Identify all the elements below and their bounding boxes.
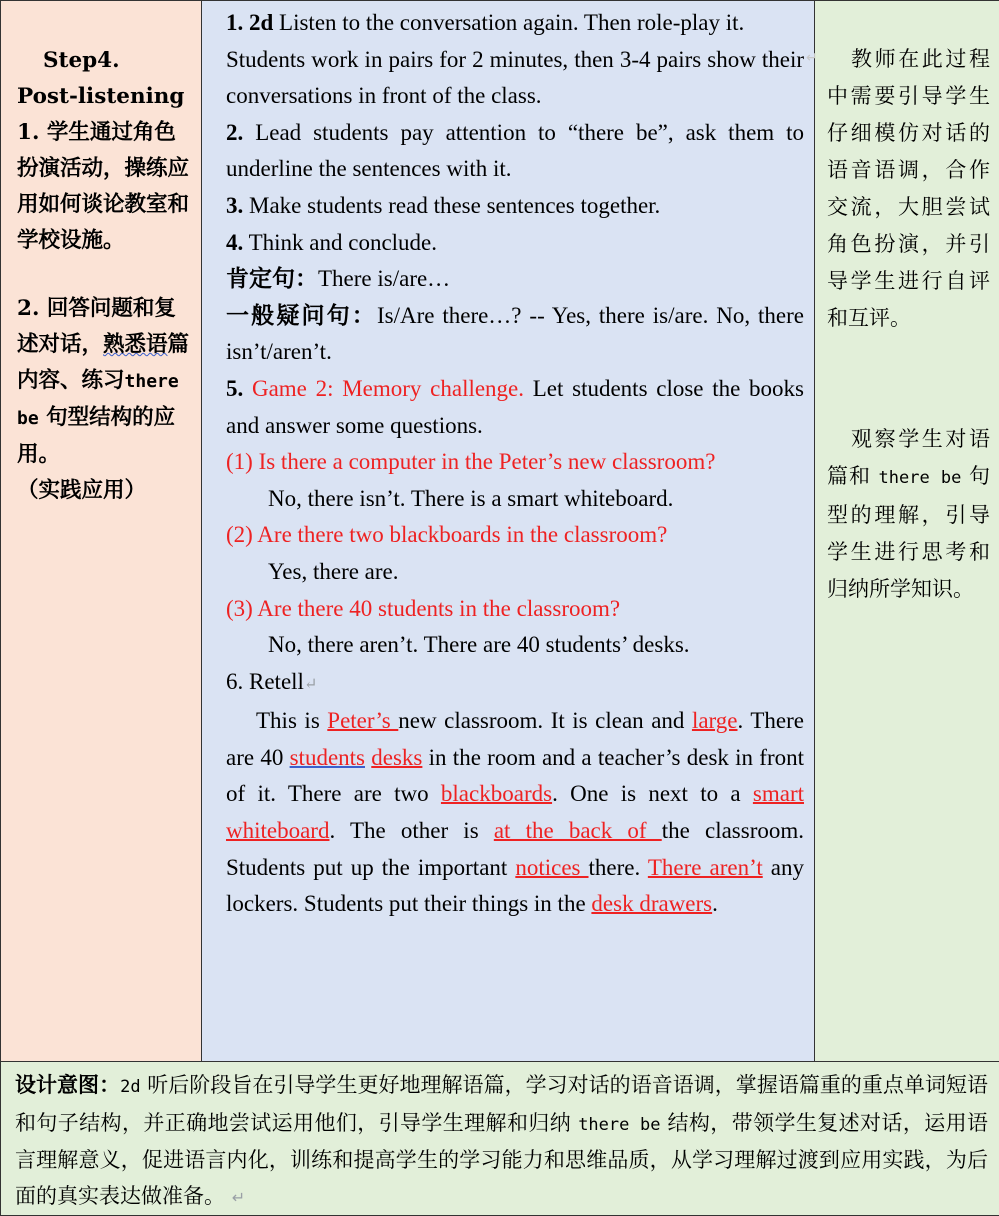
design-intent-text: 设计意图：2d 听后阶段旨在引导学生更好地理解语篇，学习对话的语音语调，掌握语篇重的重点单词短语和句子结构，并正确地尝试运用他们，引导学生理解和归纳 there be 结构，带领学生复述对话，运用语言理解意义，促进语言内化，训练和提高学生的学习能力和思维品质，从学习理解过渡到应用实践，为后面的真实表达做准备。 ↵ <box>1 1062 999 1215</box>
stage-goal-3: （实践应用） <box>17 473 193 509</box>
answer-3: No, there aren’t. There are 40 students’ desks. <box>226 627 804 664</box>
step4-row <box>1 1 999 1062</box>
step-title: Step4. <box>17 43 193 79</box>
paragraph-mark: ↵ <box>232 1188 245 1207</box>
paragraph-mark: ↵ <box>304 676 317 693</box>
activity-2: 2. Lead students pay attention to “there be”, ask them to underline the sentences with it. <box>226 115 804 188</box>
question-1: (1) Is there a computer in the Peter’s new classroom? <box>226 444 804 481</box>
answer-1: No, there isn’t. There is a smart whiteboard. <box>226 481 804 518</box>
activity-3: 3. Make students read these sentences together. <box>226 188 804 225</box>
question-2: (2) Are there two blackboards in the classroom? <box>226 517 804 554</box>
design-intent-cell <box>1 1062 999 1216</box>
affirmative-pattern: 肯定句：There is/are… <box>226 261 804 298</box>
design-intent-row <box>1 1062 999 1216</box>
activity-column <box>202 1 815 1062</box>
activity-6: 6. Retell↵ <box>226 664 804 704</box>
question-3: (3) Are there 40 students in the classroom? <box>226 591 804 628</box>
question-pattern: 一般疑问句：Is/Are there…? -- Yes, there is/are. No, there isn’t/aren’t. <box>226 298 804 371</box>
stage-column <box>1 1 202 1062</box>
stage-goal-1: 1. 学生通过角色扮演活动，操练应用如何谈论教室和学校设施。 <box>17 115 193 259</box>
activity-1: 1. 2d Listen to the conversation again. Then role-play it. <box>226 5 804 42</box>
activity-5: 5. Game 2: Memory challenge. Let students close the books and answer some questions. <box>226 371 804 444</box>
teacher-note-2: 观察学生对语篇和 there be 句型的理解，引导学生进行思考和归纳所学知识。 <box>827 421 990 608</box>
retell-paragraph: This is Peter’s new classroom. It is clean and large. There are 40 students desks in the room and a teacher’s desk in front of it. There are two blackboards. One is next to a smart whiteboard. The other is at the back of the classroom. Students put up the important notices there. There aren’t any lockers. Students put their things in the desk drawers. <box>226 703 804 923</box>
note-column <box>815 1 999 1062</box>
activity-4: 4. Think and conclude. <box>226 225 804 262</box>
activity-1-detail: Students work in pairs for 2 minutes, then 3-4 pairs show their conversations in front of the class. <box>226 42 804 115</box>
return-arrow-icon: ↵ <box>806 50 818 67</box>
stage-goal-2: 2. 回答问题和复述对话，熟悉语篇内容、练习there be 句型结构的应用。 <box>17 291 193 473</box>
teacher-note-1: 教师在此过程中需要引导学生仔细模仿对话的语音语调，合作交流，大胆尝试角色扮演，并引导学生进行自评和互评。 <box>827 41 990 337</box>
wavy-underline: 熟悉语 <box>103 332 168 357</box>
step-subtitle: Post-listening <box>17 79 193 115</box>
answer-2: Yes, there are. <box>226 554 804 591</box>
